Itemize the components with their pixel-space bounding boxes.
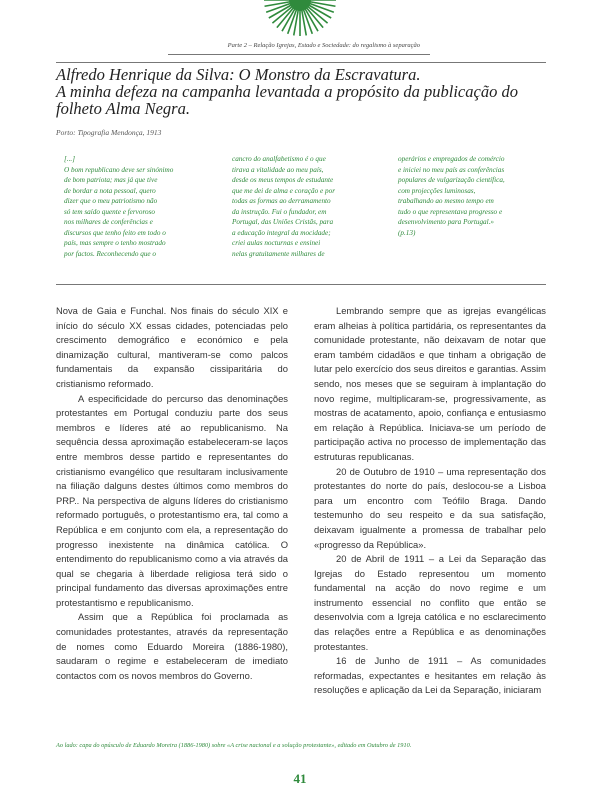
quote-title-line: Alfredo Henrique da Silva: O Monstro da Escravatura. <box>56 65 421 84</box>
quote-line: discursos que tenho feito em todo o <box>64 228 166 237</box>
quote-line: desenvolvimento para Portugal.» <box>398 218 495 226</box>
quote-line: Portugal, das Uniões Cristãs, para <box>232 218 334 226</box>
quote-line: nelas gratuitamente milhares de <box>232 249 325 258</box>
quote-top-rule <box>56 62 546 63</box>
quote-column <box>64 154 212 259</box>
quote-line: de bom patriota; mas já que tive <box>64 176 158 184</box>
quote-line: com projecções luminosas, <box>398 186 476 195</box>
quote-line: populares de vulgarização científica, <box>398 176 505 184</box>
quote-line: operários e empregados de comércio <box>398 155 505 163</box>
quote-line: dizer que o meu patriotismo não <box>64 197 158 205</box>
image-caption: Ao lado: capa do opúsculo de Eduardo Moreira (1886-1980) sobre «A crise nacional e a solução protestante», editado em Outubro de 1910. <box>56 742 412 749</box>
quote-line: só tem saído quente e fervoroso <box>64 207 155 216</box>
quote-bottom-rule <box>56 284 546 285</box>
quote-publisher: Porto: Tipografia Mendonça, 1913 <box>56 128 162 137</box>
sunburst-ornament-icon <box>262 0 338 38</box>
body-paragraph: 16 de Junho de 1911 – As comunidades reformadas, expectantes e hesitantes em relação às resoluções e aplicação da Lei da Separação, iniciaram <box>314 655 546 696</box>
quote-line: país, mas sempre o tenho mostrado <box>64 239 166 247</box>
body-paragraph: Assim que a República foi proclamada as comunidades protestantes, através da representação de nomes como Eduardo Moreira (1886-1980), saudaram o regime e estabeleceram de imediato contactos com os novos membros do Governo. <box>56 611 288 681</box>
quote-line: que me dei de alma e coração e por <box>232 186 335 195</box>
quote-column <box>232 154 380 259</box>
quote-title-line: A minha defeza na campanha levantada a propósito da publicação do <box>56 82 518 101</box>
body-paragraph: Nova de Gaia e Funchal. Nos finais do século XIX e início do século XX essas cidades, potenciadas pelo crescimento demográfico e económico e pela dinamização cultural, mantiveram-se como palcos fundamentais da expansão cissiparitária do cristianismo reformado. <box>56 305 288 389</box>
quote-line: e iniciei no meu país as conferências <box>398 165 505 174</box>
quote-line: criei aulas nocturnas e ensinei <box>232 239 321 247</box>
quote-title-line: folheto Alma Negra. <box>56 99 190 118</box>
quote-line: [...] <box>64 155 75 163</box>
quote-title <box>56 66 546 117</box>
body-paragraph: Lembrando sempre que as igrejas evangélicas eram alheias à política partidária, os representantes da comunidade protestante, não deixavam de notar que eram também cidadãos e que tinham a obrigação de lutar pelo exercício dos seus direitos e garantias. Assim sendo, nos meses que se seguiram à implantação do novo regime, multiplicaram-se, progressivamente, as mostras de acatamento, apoio, confiança e entusiasmo em relação à República. Iniciava-se um período de participação activa no processo de implementação das estruturas republicanas. <box>314 305 546 462</box>
body-paragraph: 20 de Abril de 1911 – a Lei da Separação das Igrejas do Estado representou um momento fundamental na acção do novo regime e um instrumento essencial no conflito que então se desenvolvia com a Igreja católica e no esclarecimento das relações entre a República e as denominações protestantes. <box>314 553 546 652</box>
quote-column <box>398 154 546 238</box>
header-rule <box>168 54 430 55</box>
quote-line: trabalhando ao mesmo tempo em <box>398 197 494 205</box>
body-column-left <box>56 304 288 683</box>
quote-line: desde os meus tempos de estudante <box>232 176 334 184</box>
quote-line: tudo o que representava progresso e <box>398 207 503 216</box>
quote-line: cancro do analfabetismo é o que <box>232 155 326 163</box>
running-header: Parte 2 – Relação Igrejas, Estado e Sociedade: do regalismo à separação <box>227 42 420 49</box>
quote-line: O bom republicano deve ser sinónimo <box>64 165 174 174</box>
quote-line: nos milhares de conferências e <box>64 218 153 226</box>
quote-line: por factos. Reconhecendo que o <box>64 249 157 258</box>
body-paragraph: A especificidade do percurso das denominações protestantes em Portugal conduziu parte dos seus membros e líderes até ao republicanismo. Na sequência dessa aproximação estabeleceram-se laços entre membros desse partido e representantes do cristianismo evangélico que resultaram inclusivamente na filiação dalguns destes últimos como membros do PRP.. Na perspectiva de alguns líderes do cristianismo reformado português, o protestantismo era, tal como a República e em conjunto com ela, a representação do progresso inexistente na dinâmica católica. O entendimento do republicanismo como a via através da qual se chegaria à liberdade religiosa terá sido o principal fundamento das diversas aproximações entre protestantismo e republicanismo. <box>56 392 288 608</box>
quote-line: de bordar a nota pessoal, quero <box>64 186 156 195</box>
quote-line: tirava a vitalidade ao meu país, <box>232 165 324 174</box>
page-number: 41 <box>293 771 307 786</box>
quote-line: (p.13) <box>398 228 416 237</box>
body-column-right <box>314 304 546 698</box>
quote-line: a educação integral da mocidade; <box>232 228 331 237</box>
quote-line: da instrução. Fui o fundador, em <box>232 207 327 216</box>
quote-line: todas as formas ao derramamento <box>232 197 331 205</box>
body-paragraph: 20 de Outubro de 1910 – uma representação dos protestantes do norte do país, deslocou-se a Lisboa para um encontro com Teófilo Braga. Dando testemunho do seu respeito e da sua satisfação, deixavam igualmente a promessa de trabalhar pelo «progresso da República». <box>314 465 546 550</box>
